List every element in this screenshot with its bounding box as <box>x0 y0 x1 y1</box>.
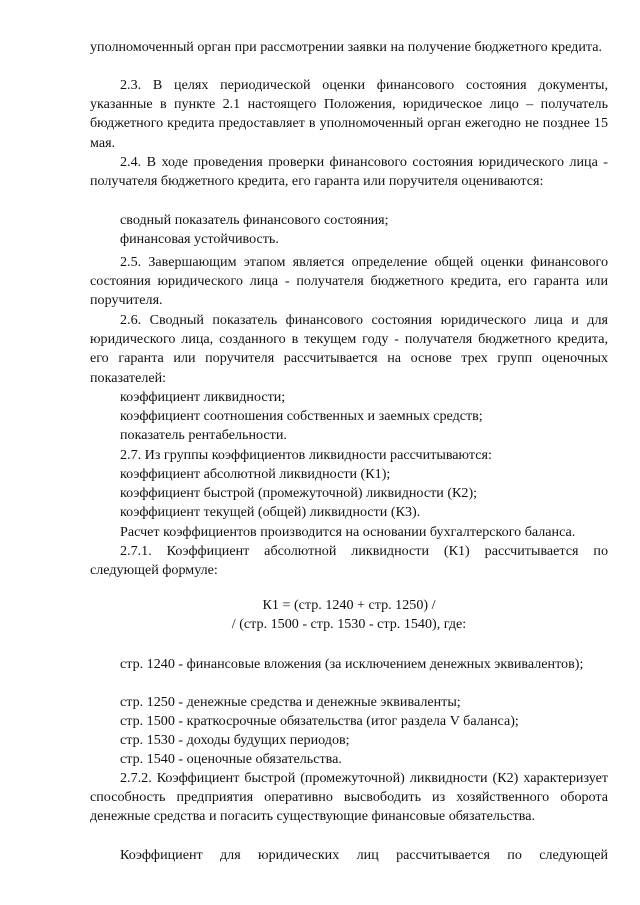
paragraph-2-7-1: 2.7.1. Коэффициент абсолютной ликвидности (К1) рассчитывается по следующей формуле: <box>90 543 608 579</box>
list-item: финансовая устойчивость. <box>120 231 279 247</box>
paragraph-2-4: 2.4. В ходе проведения проверки финансового состояния юридического лица - получателя бюджетного кредита, его гаранта или поручителя оцениваются: <box>90 154 608 190</box>
list-item: коэффициент ликвидности; <box>120 389 286 405</box>
list-item: коэффициент абсолютной ликвидности (К1); <box>120 466 391 482</box>
paragraph-continuation: уполномоченный орган при рассмотрении заявки на получение бюджетного кредита. <box>90 39 602 55</box>
paragraph-raschet: Расчет коэффициентов производится на основании бухгалтерского баланса. <box>120 524 576 540</box>
list-item: сводный показатель финансового состояния; <box>120 212 389 228</box>
list-item: показатель рентабельности. <box>120 427 287 443</box>
formula-line-2: / (стр. 1500 - стр. 1530 - стр. 1540), где: <box>231 616 467 632</box>
paragraph-2-6: 2.6. Сводный показатель финансового состояния юридического лица и для юридического лица, созданного в текущем году - получателя бюджетного кредита, его гаранта или поручителя рассчитывается на основе трех групп оценочных показателей: <box>90 312 608 386</box>
formula-line-1: К1 = (стр. 1240 + стр. 1250) / <box>262 597 436 613</box>
list-item: коэффициент быстрой (промежуточной) ликвидности (К2); <box>120 485 478 501</box>
paragraph-koefficient: Коэффициент для юридических лиц рассчитывается по следующей <box>120 847 608 863</box>
paragraph-2-3: 2.3. В целях периодической оценки финансового состояния документы, указанные в пункте 2.1 настоящего Положения, юридическое лицо – получатель бюджетного кредита предоставляет в уполномоченный орган ежегодно не позднее 15 мая. <box>90 77 608 151</box>
list-item: стр. 1540 - оценочные обязательства. <box>120 751 342 767</box>
paragraph-str-1240: стр. 1240 - финансовые вложения (за исключением денежных эквивалентов); <box>120 656 584 672</box>
list-item: коэффициент соотношения собственных и заемных средств; <box>120 408 483 424</box>
list-item: стр. 1500 - краткосрочные обязательства (итог раздела V баланса); <box>120 713 519 729</box>
paragraph-2-7-2: 2.7.2. Коэффициент быстрой (промежуточной) ликвидности (К2) характеризует способность предприятия оперативно высвободить из хозяйственного оборота денежные средства и погасить существующие финансовые обязательства. <box>90 770 608 825</box>
list-item: стр. 1530 - доходы будущих периодов; <box>120 732 350 748</box>
list-item: коэффициент текущей (общей) ликвидности (К3). <box>120 504 421 520</box>
paragraph-2-7: 2.7. Из группы коэффициентов ликвидности рассчитываются: <box>120 447 492 463</box>
paragraph-2-5: 2.5. Завершающим этапом является определение общей оценки финансового состояния юридического лица - получателя бюджетного кредита, его гаранта или поручителя. <box>90 254 608 309</box>
list-item: стр. 1250 - денежные средства и денежные эквиваленты; <box>120 694 461 710</box>
